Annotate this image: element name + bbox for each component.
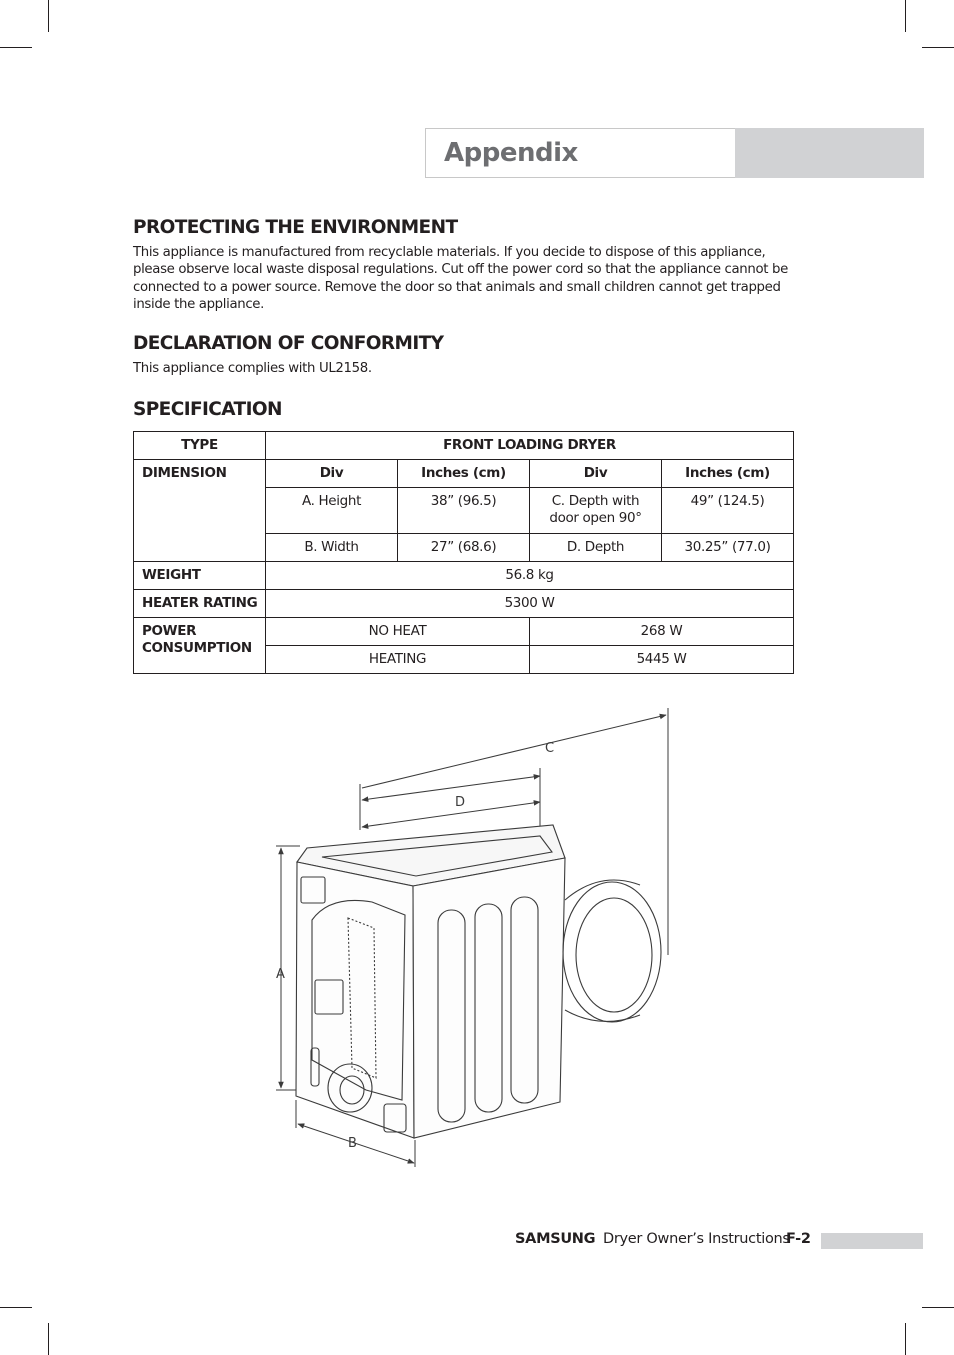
dimension-label: DIMENSION <box>134 460 266 562</box>
power-cell: 268 W <box>530 618 794 646</box>
dim-cell: 38” (96.5) <box>398 488 530 534</box>
dim-cell: 49” (124.5) <box>662 488 794 534</box>
dimension-line-c <box>362 715 666 788</box>
environment-heading: PROTECTING THE ENVIRONMENT <box>133 217 458 238</box>
dim-label-b: B <box>348 1136 357 1151</box>
footer-brand: SAMSUNG <box>515 1231 596 1247</box>
dim-header: Div <box>266 460 398 488</box>
environment-line: inside the appliance. <box>133 297 265 313</box>
footer-page-number: F-2 <box>786 1231 811 1247</box>
power-cell: 5445 W <box>530 646 794 674</box>
dim-cell: 30.25” (77.0) <box>662 534 794 562</box>
heater-label: HEATER RATING <box>134 590 266 618</box>
dryer-outline <box>296 825 661 1138</box>
dim-cell: 27” (68.6) <box>398 534 530 562</box>
dim-header: Inches (cm) <box>398 460 530 488</box>
type-value: FRONT LOADING DRYER <box>266 432 794 460</box>
section-title: Appendix <box>444 138 578 168</box>
power-label: POWER CONSUMPTION <box>134 618 266 674</box>
specification-heading: SPECIFICATION <box>133 399 282 420</box>
conformity-heading: DECLARATION OF CONFORMITY <box>133 333 444 354</box>
power-cell: NO HEAT <box>266 618 530 646</box>
footer-doc-title: Dryer Owner’s Instructions <box>603 1231 790 1247</box>
environment-line: This appliance is manufactured from recyclable materials. If you decide to dispose of this appliance, <box>133 245 766 260</box>
type-label: TYPE <box>134 432 266 460</box>
dim-header: Div <box>530 460 662 488</box>
weight-value: 56.8 kg <box>266 562 794 590</box>
dim-cell: A. Height <box>266 488 398 534</box>
environment-line: connected to a power source. Remove the door so that animals and small children cannot get trapped <box>133 279 781 295</box>
dim-label-c: C <box>545 741 555 756</box>
dim-label-d: D <box>455 795 466 810</box>
dim-header: Inches (cm) <box>662 460 794 488</box>
heater-value: 5300 W <box>266 590 794 618</box>
dim-cell: B. Width <box>266 534 398 562</box>
power-cell: HEATING <box>266 646 530 674</box>
footer-fill-bar <box>821 1233 923 1249</box>
dim-cell: D. Depth <box>530 534 662 562</box>
environment-line: please observe local waste disposal regulations. Cut off the power cord so that the appliance cannot be <box>133 262 788 278</box>
conformity-text: This appliance complies with UL2158. <box>133 361 372 376</box>
weight-label: WEIGHT <box>134 562 266 590</box>
dim-cell: C. Depth with door open 90° <box>530 488 662 534</box>
dim-label-a: A <box>276 967 285 982</box>
